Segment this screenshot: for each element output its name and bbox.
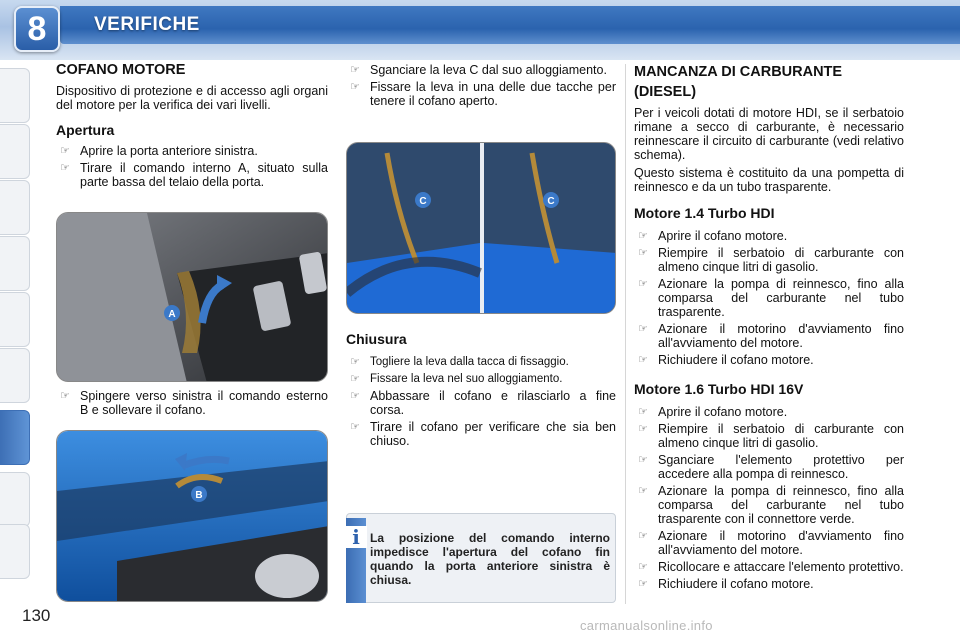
list-item: ☞ Azionare la pompa di reinnesco, fino alla comparsa del carburante nel tubo trasparente con il connettore verde. — [638, 484, 904, 526]
photo-label-c-left: C — [419, 196, 427, 207]
interior-release-photo — [56, 212, 328, 382]
exterior-release-photo — [56, 430, 328, 602]
list-item: ☞ Aprire la porta anteriore sinistra. — [60, 144, 258, 158]
left-column — [56, 62, 328, 192]
hand-pointer-icon: ☞ — [350, 390, 360, 402]
list-item: ☞ Azionare il motorino d'avviamento fino all'avviamento del motore. — [638, 322, 904, 350]
chapter-tabs — [0, 60, 34, 580]
page-number: 130 — [22, 606, 51, 625]
list-item: ☞ Sganciare la leva C dal suo alloggiamento. — [350, 63, 607, 77]
section-title: COFANO MOTORE — [56, 62, 186, 78]
list-item: ☞ Azionare il motorino d'avviamento fino all'avviamento del motore. — [638, 529, 904, 557]
list-item: ☞ Togliere la leva dalla tacca di fissaggio. — [350, 356, 569, 368]
hand-pointer-icon: ☞ — [350, 81, 360, 93]
chapter-tab[interactable] — [0, 68, 30, 123]
list-item: ☞ Sganciare l'elemento protettivo per accedere alla pompa di reinnesco. — [638, 453, 904, 481]
hand-pointer-icon: ☞ — [350, 356, 360, 368]
chiusura-title: Chiusura — [346, 331, 407, 347]
chapter-tab[interactable] — [0, 524, 30, 579]
hand-pointer-icon: ☞ — [638, 278, 648, 290]
hand-pointer-icon: ☞ — [638, 530, 648, 542]
list-item: ☞ Richiudere il cofano motore. — [638, 353, 814, 367]
hood-prop-photo — [346, 142, 616, 314]
fuel-paragraph-1: Per i veicoli dotati di motore HDI, se il serbatoio rimane a secco di carburante, è necessario reinnescare il circuito di carburante (vedi relativo schema). — [634, 106, 904, 162]
engine-16-title: Motore 1.6 Turbo HDI 16V — [634, 381, 804, 397]
chapter-tab[interactable] — [0, 180, 30, 235]
chapter-badge: 8 — [14, 6, 60, 52]
list-item: ☞ Riempire il serbatoio di carburante con almeno cinque litri di gasolio. — [638, 422, 904, 450]
chiusura-block — [346, 331, 616, 451]
info-icon: i — [345, 526, 367, 548]
middle-top-block — [346, 63, 616, 111]
photo-label-c-right: C — [547, 196, 555, 207]
apertura-title: Apertura — [56, 122, 115, 138]
hand-pointer-icon: ☞ — [350, 421, 360, 433]
info-text: La posizione del comando interno impedisce l'apertura del cofano fin quando la porta anteriore sinistra è chiusa. — [370, 531, 610, 587]
list-item: ☞ Aprire il cofano motore. — [638, 229, 788, 243]
engine-14-title: Motore 1.4 Turbo HDI — [634, 205, 775, 221]
left-step-block — [56, 389, 328, 420]
list-item: ☞ Ricollocare e attaccare l'elemento protettivo. — [638, 560, 904, 574]
fuel-title: MANCANZA DI CARBURANTE (DIESEL) — [634, 64, 843, 100]
hand-pointer-icon: ☞ — [638, 323, 648, 335]
fuel-paragraph-2: Questo sistema è costituito da una pompetta di reinnesco e da un tubo trasparente. — [634, 166, 904, 194]
hand-pointer-icon: ☞ — [638, 561, 648, 573]
right-column — [634, 62, 904, 594]
apertura-list — [56, 144, 328, 189]
lever-steps-list — [346, 63, 616, 108]
hand-pointer-icon: ☞ — [60, 390, 70, 402]
engine-14-list — [634, 229, 904, 367]
photo-label-a: A — [168, 309, 176, 320]
hand-pointer-icon: ☞ — [60, 162, 70, 174]
hand-pointer-icon: ☞ — [638, 406, 648, 418]
engine-16-list — [634, 405, 904, 591]
hand-pointer-icon: ☞ — [638, 354, 648, 366]
hand-pointer-icon: ☞ — [638, 247, 648, 259]
hand-pointer-icon: ☞ — [60, 145, 70, 157]
column-divider — [625, 64, 626, 604]
hand-pointer-icon: ☞ — [638, 454, 648, 466]
page-header — [0, 0, 960, 60]
photo-label-b: B — [195, 490, 203, 501]
chapter-title: VERIFICHE — [94, 14, 200, 35]
chapter-tab[interactable] — [0, 236, 30, 291]
chapter-tab[interactable] — [0, 292, 30, 347]
intro-text: Dispositivo di protezione e di accesso agli organi del motore per la verifica dei vari livelli. — [56, 84, 328, 112]
chapter-tab[interactable] — [0, 472, 30, 527]
hand-pointer-icon: ☞ — [638, 423, 648, 435]
hand-pointer-icon: ☞ — [350, 64, 360, 76]
list-item: ☞ Riempire il serbatoio di carburante con almeno cinque litri di gasolio. — [638, 246, 904, 274]
list-item: ☞ Tirare il comando interno A, situato sulla parte bassa del telaio della porta. — [60, 161, 328, 189]
list-item: ☞ Abbassare il cofano e rilasciarlo a fine corsa. — [350, 389, 616, 417]
push-step-list — [56, 389, 328, 417]
chapter-tab-active[interactable] — [0, 410, 30, 465]
hand-pointer-icon: ☞ — [638, 230, 648, 242]
hand-pointer-icon: ☞ — [638, 485, 648, 497]
hand-pointer-icon: ☞ — [350, 373, 360, 385]
chiusura-list — [346, 355, 616, 448]
list-item: ☞ Richiudere il cofano motore. — [638, 577, 814, 591]
list-item: ☞ Spingere verso sinistra il comando esterno B e sollevare il cofano. — [60, 389, 328, 417]
list-item: ☞ Tirare il cofano per verificare che sia ben chiuso. — [350, 420, 616, 448]
watermark: carmanualsonline.info — [580, 618, 713, 633]
list-item: ☞ Azionare la pompa di reinnesco, fino alla comparsa del carburante nel tubo trasparente. — [638, 277, 904, 319]
list-item: ☞ Fissare la leva in una delle due tacche per tenere il cofano aperto. — [350, 80, 616, 108]
chapter-tab[interactable] — [0, 124, 30, 179]
hand-pointer-icon: ☞ — [638, 578, 648, 590]
chapter-tab[interactable] — [0, 348, 30, 403]
list-item: ☞ Aprire il cofano motore. — [638, 405, 788, 419]
list-item: ☞ Fissare la leva nel suo alloggiamento. — [350, 373, 563, 385]
